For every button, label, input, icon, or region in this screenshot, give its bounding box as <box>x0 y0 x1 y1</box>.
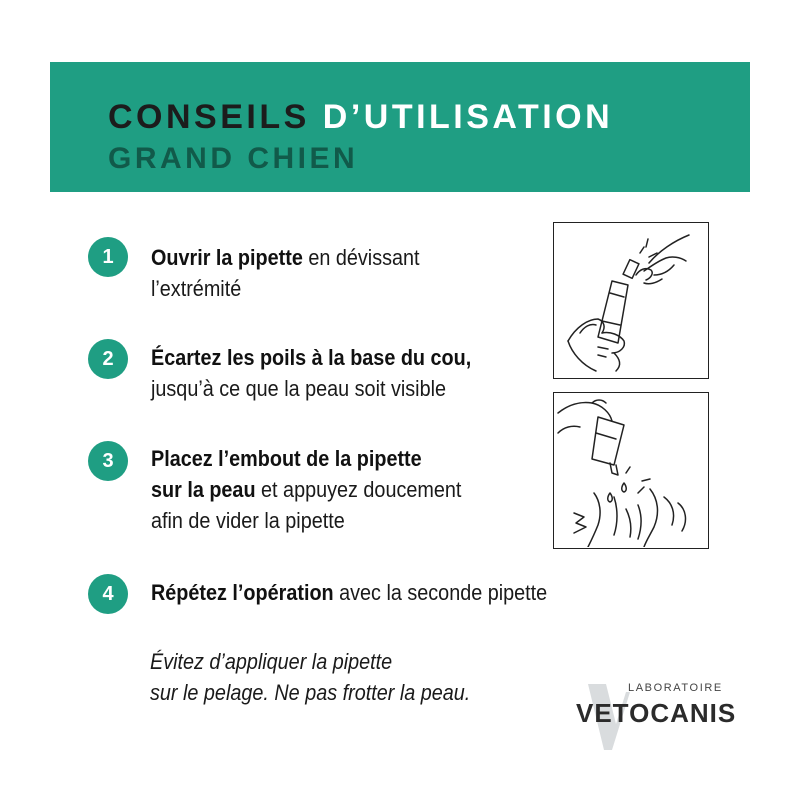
title-part1: CONSEILS <box>108 98 310 136</box>
note-line1: Évitez d’appliquer la pipette <box>150 649 393 674</box>
page-subtitle: GRAND CHIEN <box>108 142 359 175</box>
step-2-line2: jusqu’à ce que la peau soit visible <box>151 376 446 401</box>
step-number-4: 4 <box>88 574 128 614</box>
header-banner <box>50 62 750 192</box>
usage-note <box>150 646 470 708</box>
step-number-2: 2 <box>88 339 128 379</box>
step-3-rest2: et appuyez doucement <box>255 477 462 502</box>
title-part2: D’UTILISATION <box>322 98 614 136</box>
step-3-line3: afin de vider la pipette <box>151 508 345 533</box>
step-1-line2: l’extrémité <box>151 276 242 301</box>
step-2-text <box>151 342 471 404</box>
page-title <box>108 100 613 134</box>
vetocanis-logo <box>568 680 738 750</box>
step-3-bold2: sur la peau <box>151 477 256 502</box>
applying-pipette-icon <box>553 392 709 549</box>
step-1-bold: Ouvrir la pipette <box>151 245 303 270</box>
step-1-text <box>151 242 420 304</box>
step-3-bold: Placez l’embout de la pipette <box>151 446 422 471</box>
logo-laboratoire: LABORATOIRE <box>628 682 723 694</box>
step-number-3: 3 <box>88 441 128 481</box>
step-number-1: 1 <box>88 237 128 277</box>
opening-pipette-icon <box>553 222 709 379</box>
step-4-bold: Répétez l’opération <box>151 580 334 605</box>
step-4-rest: avec la seconde pipette <box>333 580 548 605</box>
step-1-rest: en dévissant <box>302 245 420 270</box>
step-3-text <box>151 443 461 536</box>
note-line2: sur le pelage. Ne pas frotter la peau. <box>150 680 471 705</box>
step-2-bold: Écartez les poils à la base du cou, <box>151 345 472 370</box>
logo-name: VETOCANIS <box>576 698 737 728</box>
step-4-text <box>151 577 547 608</box>
